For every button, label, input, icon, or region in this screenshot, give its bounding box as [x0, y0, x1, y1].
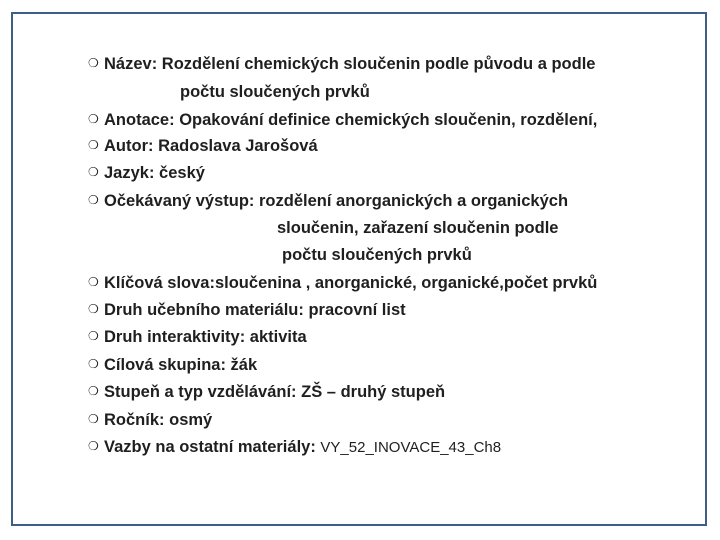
list-item-jazyk: [88, 163, 205, 184]
item-value: osmý: [169, 411, 213, 429]
item-label: Očekávaný výstup:: [104, 192, 255, 210]
bullet-icon: ❍: [88, 384, 99, 398]
list-item-ocekavany-vystup: [88, 191, 568, 212]
item-value: sloučenina , anorganické, organické,počet prvků: [214, 274, 598, 292]
item-continuation: počtu sloučených prvků: [282, 246, 472, 264]
bullet-icon: ❍: [88, 357, 99, 371]
item-label: Autor:: [104, 137, 154, 155]
list-item-nazev: [88, 54, 595, 75]
item-label: Klíčová slova:: [104, 274, 215, 292]
list-item-autor: [88, 136, 318, 157]
item-continuation: počtu sloučených prvků: [180, 83, 370, 101]
list-item-druh-interaktivity: [88, 327, 307, 348]
list-item-vazby: [88, 437, 501, 458]
item-label: Stupeň a typ vzdělávání:: [104, 383, 297, 401]
bullet-icon: ❍: [88, 412, 99, 426]
item-value: žák: [230, 356, 258, 374]
bullet-icon: ❍: [88, 165, 99, 179]
item-value: Rozdělení chemických sloučenin podle původu a podle: [161, 55, 596, 73]
item-value: rozdělení anorganických a organických: [259, 192, 569, 210]
item-label: Ročník:: [104, 411, 165, 429]
item-label: Vazby na ostatní materiály:: [104, 438, 316, 456]
list-item-anotace: [88, 110, 597, 131]
bullet-icon: ❍: [88, 329, 99, 343]
list-item-cilova-skupina: [88, 355, 257, 376]
item-value: Opakování definice chemických sloučenin, rozdělení,: [179, 111, 598, 129]
item-value: aktivita: [249, 328, 307, 346]
list-item-klicova-slova: [88, 273, 597, 294]
bullet-icon: ❍: [88, 302, 99, 316]
item-label: Jazyk:: [104, 164, 155, 182]
list-item-rocnik: [88, 410, 212, 431]
item-value: ZŠ – druhý stupeň: [301, 383, 446, 401]
bullet-icon: ❍: [88, 193, 99, 207]
item-label: Název:: [104, 55, 158, 73]
list-item-druh-materialu: [88, 300, 406, 321]
bullet-icon: ❍: [88, 275, 99, 289]
bullet-icon: ❍: [88, 439, 99, 453]
item-label: Cílová skupina:: [104, 356, 226, 374]
item-value: Radoslava Jarošová: [158, 137, 318, 155]
item-value: pracovní list: [308, 301, 406, 319]
bullet-icon: ❍: [88, 112, 99, 126]
item-value: český: [159, 164, 205, 182]
item-continuation: sloučenin, zařazení sloučenin podle: [277, 219, 559, 237]
bullet-icon: ❍: [88, 56, 99, 70]
item-label: Anotace:: [104, 111, 175, 129]
item-label: Druh učebního materiálu:: [104, 301, 304, 319]
item-value: VY_52_INOVACE_43_Ch8: [320, 439, 502, 456]
item-label: Druh interaktivity:: [104, 328, 246, 346]
list-item-stupen-vzdelavani: [88, 382, 445, 403]
bullet-icon: ❍: [88, 138, 99, 152]
